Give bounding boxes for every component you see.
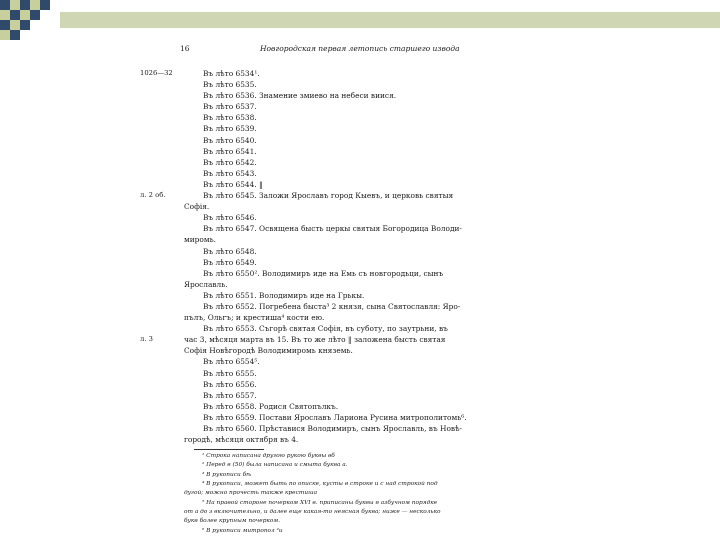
text-line: [138, 334, 558, 345]
footnote-rule: [194, 449, 264, 450]
line-text: Въ лѣто 6541.: [203, 146, 257, 156]
text-line: [138, 146, 558, 157]
line-text: Въ лѣто 6555.: [203, 368, 257, 378]
footnote-text: ⁵ На правой стороне почерком XVI в. приписаны буквы в азбучном порядке: [202, 499, 438, 506]
text-line: [138, 290, 558, 301]
deco-square: [30, 10, 40, 20]
chronicle-text: [138, 68, 558, 536]
deco-square: [20, 20, 30, 30]
line-text: Въ лѣто 6544. ‖: [203, 179, 263, 189]
deco-square: [10, 10, 20, 20]
text-line: [138, 246, 558, 257]
line-text: Въ лѣто 6539.: [203, 124, 257, 134]
text-line: [138, 434, 558, 445]
line-text: Въ лѣто 6550². Володимиръ иде на Емь съ новгородьци, сынъ: [203, 268, 444, 278]
deco-square: [10, 30, 20, 40]
line-text: Въ лѣто 6545. Заложи Ярославъ город Кыевъ, и церковь святыя: [203, 191, 454, 201]
line-text: Въ лѣто 6556.: [203, 379, 257, 389]
text-line: [138, 379, 558, 390]
margin-note: 1026—32: [140, 69, 173, 77]
line-text: миромь.: [184, 235, 216, 245]
scanned-page: [138, 40, 558, 536]
deco-square: [0, 0, 10, 10]
line-text: Въ лѣто 6542.: [203, 157, 257, 167]
footnote: [138, 499, 558, 508]
text-line: [138, 423, 558, 434]
deco-square: [0, 20, 10, 30]
deco-square: [20, 0, 30, 10]
line-text: Въ лѣто 6551. Володимиръ иде на Грькы.: [203, 290, 365, 300]
text-line: [138, 68, 558, 79]
margin-note: л. 3: [140, 335, 153, 344]
line-text: Въ лѣто 6549.: [203, 257, 257, 267]
text-line: [138, 135, 558, 146]
line-text: Въ лѣто 6553. Съгорѣ святая Софія, въ суботу, по заутрьни, въ: [203, 324, 448, 334]
footnote-text: ⁶ В рукописи митропол ²и: [202, 527, 283, 534]
line-text: городѣ, мѣсяця октября въ 4.: [184, 435, 299, 445]
line-text: пълъ, Ольгъ; и крестиша⁴ кости ею.: [184, 313, 325, 323]
text-line: [138, 368, 558, 379]
text-line: [138, 390, 558, 401]
text-line: [138, 212, 558, 223]
footnote: [138, 517, 558, 526]
line-text: Въ лѣто 6560. Прѣставися Володимиръ, сынъ Ярославль, въ Новѣ-: [203, 424, 463, 433]
text-line: [138, 179, 558, 190]
text-line: [138, 412, 558, 423]
line-text: Въ лѣто 6547. Освящена бысть церкы святыя Богородица Володи-: [203, 224, 462, 234]
page-number: 16: [180, 44, 190, 53]
running-title: Новгородская первая летопись старшего извода: [260, 44, 460, 53]
line-text: Въ лѣто 6554⁵.: [203, 357, 260, 367]
line-text: Ярославль.: [184, 279, 228, 289]
footnote: [138, 489, 558, 498]
deco-square: [30, 0, 40, 10]
footnote: [138, 461, 558, 470]
deco-square: [0, 10, 10, 20]
decorative-header: [0, 0, 720, 40]
text-line: [138, 356, 558, 367]
footnote: [138, 480, 558, 489]
line-text: Въ лѣто 6548.: [203, 246, 257, 256]
text-line: [138, 123, 558, 134]
text-line: [138, 312, 558, 323]
line-text: Въ лѣто 6559. Постави Ярославъ Лариона Русина митрополитомь⁶.: [203, 412, 467, 422]
footnote: [138, 471, 558, 480]
text-line: [138, 112, 558, 123]
footnote-text: дугой; можно прочесть также крестиша: [184, 490, 318, 497]
text-line: [138, 223, 558, 234]
deco-square: [10, 20, 20, 30]
deco-square: [20, 10, 30, 20]
line-text: Въ лѣто 6538.: [203, 113, 257, 123]
footnote-text: от а до з включительно, и далее еще какая-то неясная буква; ниже — несколько: [184, 508, 441, 515]
line-text: Софія Новѣгородѣ Володимиромь княземь.: [184, 346, 353, 356]
text-line: [138, 201, 558, 212]
footnote: [138, 508, 558, 517]
line-text: Въ лѣто 6557.: [203, 390, 257, 400]
footnote: [138, 527, 558, 536]
text-line: [138, 234, 558, 245]
text-line: [138, 323, 558, 334]
deco-square: [0, 30, 10, 40]
text-line: [138, 90, 558, 101]
line-text: Въ лѣто 6546.: [203, 213, 257, 223]
line-text: Въ лѣто 6535.: [203, 80, 257, 90]
line-text: час 3, мѣсяця марта въ 15. Въ то же лѣто ‖ заложена бысть святая: [184, 335, 446, 345]
line-text: Въ лѣто 6540.: [203, 135, 257, 145]
line-text: Въ лѣто 6558. Родися Святопълкъ.: [203, 401, 339, 411]
text-line: [138, 268, 558, 279]
text-line: [138, 190, 558, 201]
deco-square: [40, 0, 50, 10]
footnote-text: ² Перед в (50) была написана и смыта буква а.: [202, 462, 348, 469]
line-text: Въ лѣто 6536. Знамение змиево на небеси виися.: [203, 91, 397, 101]
margin-note: л. 2 об.: [140, 191, 166, 200]
text-line: [138, 257, 558, 268]
line-text: Софія.: [184, 202, 210, 212]
line-text: Въ лѣто 6534¹.: [203, 69, 260, 78]
footnote: [138, 452, 558, 461]
text-line: [138, 279, 558, 290]
footnote-text: букв более крупным почерком.: [184, 518, 281, 525]
text-line: [138, 157, 558, 168]
text-line: [138, 401, 558, 412]
text-line: [138, 168, 558, 179]
text-line: [138, 301, 558, 312]
footnote-text: ⁴ В рукописи, может быть по описке, кусты в строке и с над строкой под: [202, 481, 438, 488]
text-line: [138, 101, 558, 112]
line-text: Въ лѣто 6552. Погребена быста³ 2 князя, сына Святославля: Яро-: [203, 301, 461, 311]
footnotes: [138, 452, 558, 536]
footnote-text: ³ В рукописи бѣ: [202, 471, 252, 478]
line-text: Въ лѣто 6537.: [203, 102, 257, 112]
line-text: Въ лѣто 6543.: [203, 168, 257, 178]
deco-square: [10, 0, 20, 10]
text-line: [138, 345, 558, 356]
deco-bar: [60, 12, 720, 28]
footnote-text: ¹ Строка написана другою рукою буквы ѳб: [202, 453, 335, 460]
text-line: [138, 79, 558, 90]
